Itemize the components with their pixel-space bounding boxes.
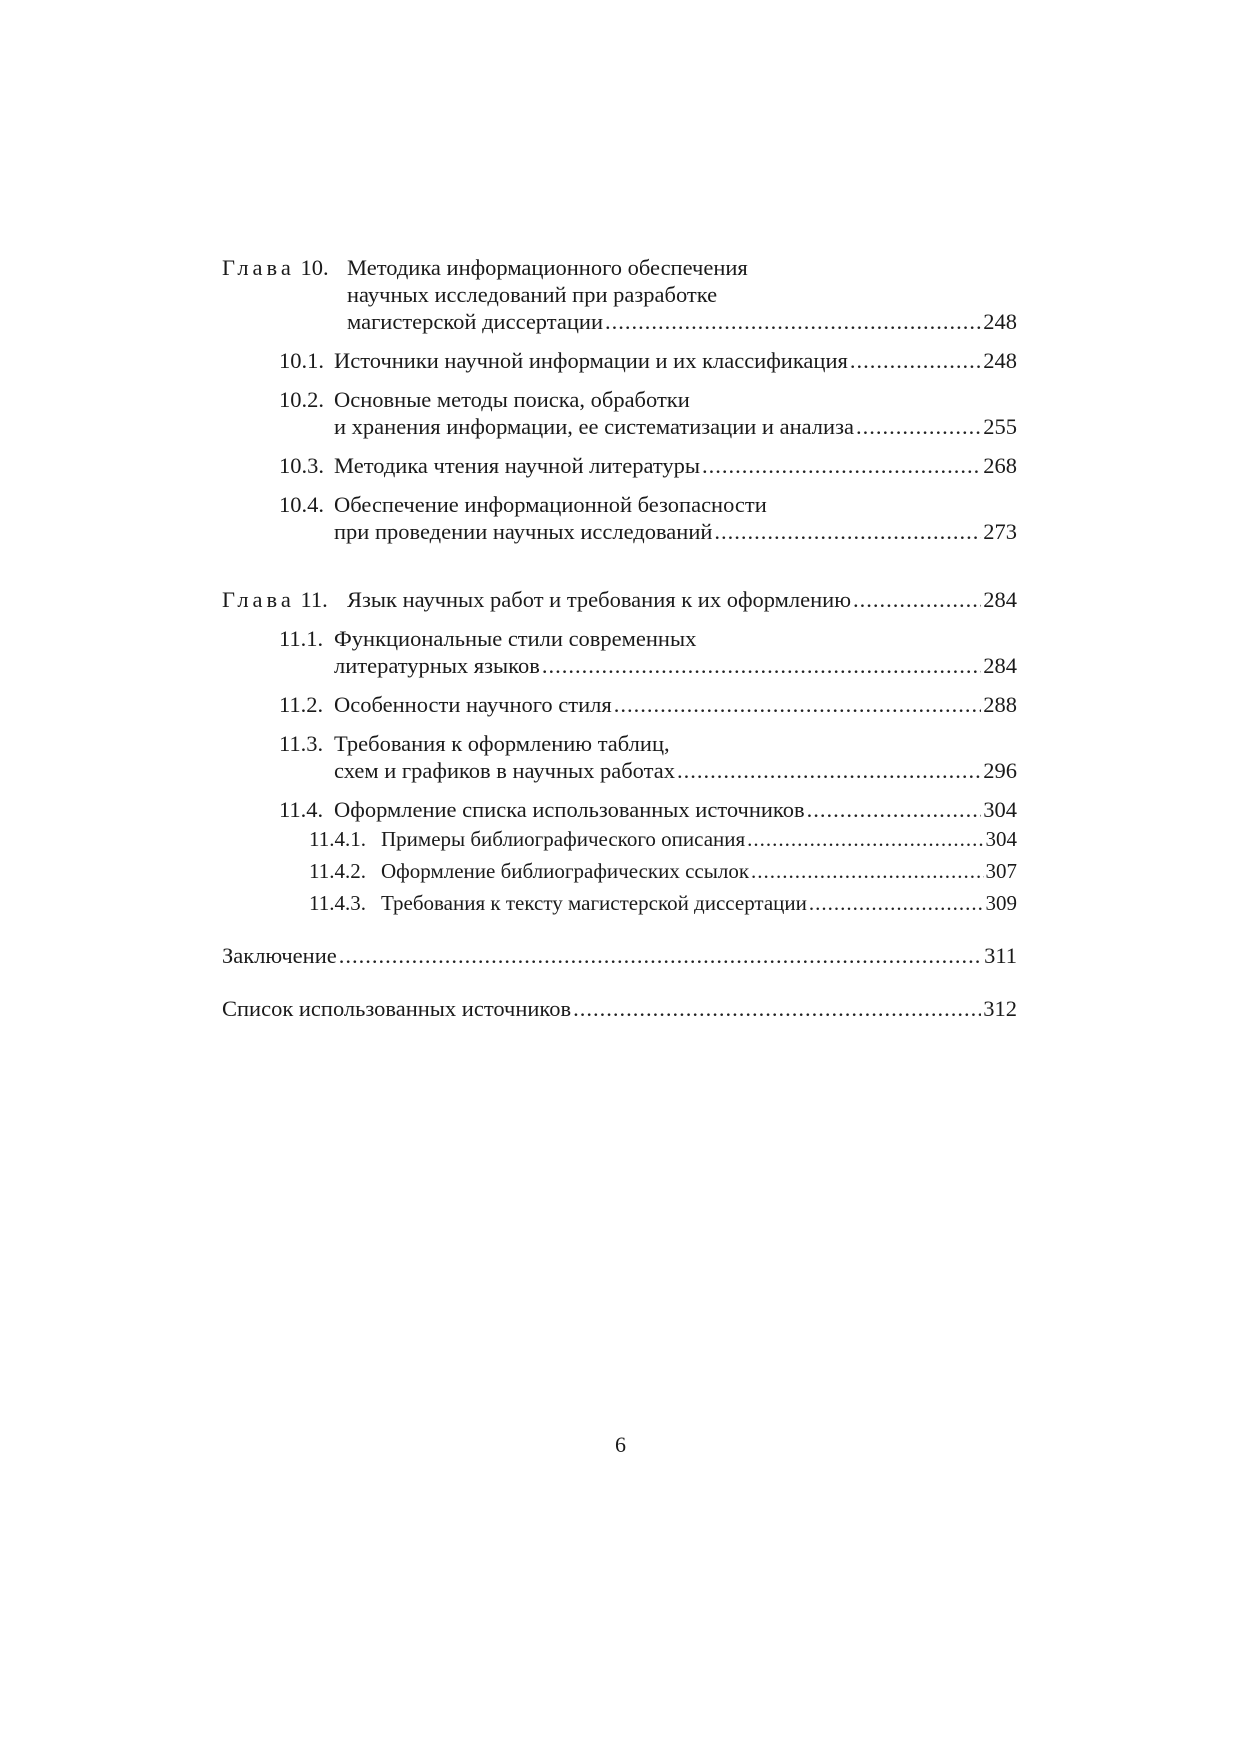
toc-chapter-10[interactable]: [222, 254, 1017, 335]
page-number: 304: [983, 797, 1017, 822]
dot-leader: [605, 308, 981, 335]
toc-subsection-11-4-1[interactable]: [222, 823, 1017, 855]
toc-references[interactable]: [222, 995, 1017, 1022]
section-number: 10.1.: [279, 348, 324, 373]
subsection-number: 11.4.3.: [309, 891, 366, 915]
section-title: Особенности научного стиля: [334, 692, 612, 717]
chapter-number: Глава 11.: [222, 587, 328, 612]
page-number: 284: [983, 653, 1017, 678]
dot-leader: [809, 887, 984, 919]
chapter-title-line: магистерской диссертации: [347, 309, 603, 334]
section-number: 10.3.: [279, 453, 324, 478]
subsection-title: Требования к тексту магистерской диссертации: [381, 891, 807, 915]
dot-leader: [542, 652, 981, 679]
page-number: 268: [983, 453, 1017, 478]
chapter-title-line: Методика информационного обеспечения: [347, 255, 748, 280]
section-number: 11.3.: [279, 731, 324, 756]
section-title-line: Требования к оформлению таблиц,: [334, 731, 670, 756]
dot-leader: [614, 691, 982, 718]
page-number: 307: [985, 859, 1017, 883]
subsection-number: 11.4.2.: [309, 859, 366, 883]
toc-subsection-11-4-2[interactable]: [222, 855, 1017, 887]
dot-leader: [856, 413, 981, 440]
subsection-title: Примеры библиографического описания: [381, 827, 746, 851]
toc-section-11-2[interactable]: [222, 691, 1017, 718]
chapter-number: Глава 10.: [222, 255, 329, 280]
section-title-line: схем и графиков в научных работах: [334, 758, 675, 783]
dot-leader: [339, 942, 982, 969]
section-title-line: Основные методы поиска, обработки: [334, 387, 690, 412]
dot-leader: [747, 823, 983, 855]
toc-section-10-2[interactable]: [222, 386, 1017, 440]
toc-section-11-4[interactable]: [222, 796, 1017, 823]
section-number: 10.2.: [279, 387, 324, 412]
dot-leader: [751, 855, 983, 887]
section-title-line: Обеспечение информационной безопасности: [334, 492, 767, 517]
page-footer-number: 6: [615, 1432, 626, 1457]
dot-leader: [850, 347, 981, 374]
page-number: 309: [985, 891, 1017, 915]
page-number: 288: [983, 692, 1017, 717]
page-number: 284: [983, 587, 1017, 612]
subsection-title: Оформление библиографических ссылок: [381, 859, 750, 883]
page-number: 296: [983, 758, 1017, 783]
section-title-line: литературных языков: [334, 653, 540, 678]
section-number: 11.2.: [279, 692, 324, 717]
dot-leader: [714, 518, 981, 545]
toc-section-10-1[interactable]: [222, 347, 1017, 374]
section-title: Методика чтения научной литературы: [334, 453, 701, 478]
section-title-line: и хранения информации, ее систематизации и анализа: [334, 414, 854, 439]
toc-section-11-3[interactable]: [222, 730, 1017, 784]
dot-leader: [702, 452, 981, 479]
section-title-line: Функциональные стили современных: [334, 626, 697, 651]
page-number: 311: [984, 943, 1017, 968]
dot-leader: [573, 995, 981, 1022]
dot-leader: [807, 796, 982, 823]
chapter-title-line: научных исследований при разработке: [347, 282, 718, 307]
dot-leader: [677, 757, 981, 784]
section-title: Оформление списка использованных источников: [334, 797, 805, 822]
section-title-line: при проведении научных исследований: [334, 519, 713, 544]
toc-section-10-3[interactable]: [222, 452, 1017, 479]
entry-title: Список использованных источников: [222, 996, 572, 1021]
page-number: 255: [983, 414, 1017, 439]
entry-title: Заключение: [222, 943, 337, 968]
toc-section-10-4[interactable]: [222, 491, 1017, 545]
toc-chapter-11[interactable]: [222, 586, 1017, 613]
toc-conclusion[interactable]: [222, 942, 1017, 969]
table-of-contents: [222, 254, 1017, 1022]
page-number: 248: [983, 309, 1017, 334]
chapter-title: Язык научных работ и требования к их оформлению: [347, 587, 852, 612]
section-number: 11.4.: [279, 797, 324, 822]
section-number: 10.4.: [279, 492, 324, 517]
page-number: 248: [983, 348, 1017, 373]
toc-subsection-11-4-3[interactable]: [222, 887, 1017, 919]
subsection-number: 11.4.1.: [309, 827, 366, 851]
page-number: 312: [983, 996, 1017, 1021]
page-number: 304: [985, 827, 1017, 851]
page-number: 273: [983, 519, 1017, 544]
section-number: 11.1.: [279, 626, 324, 651]
toc-section-11-1[interactable]: [222, 625, 1017, 679]
dot-leader: [853, 586, 981, 613]
section-title: Источники научной информации и их классификация: [334, 348, 848, 373]
